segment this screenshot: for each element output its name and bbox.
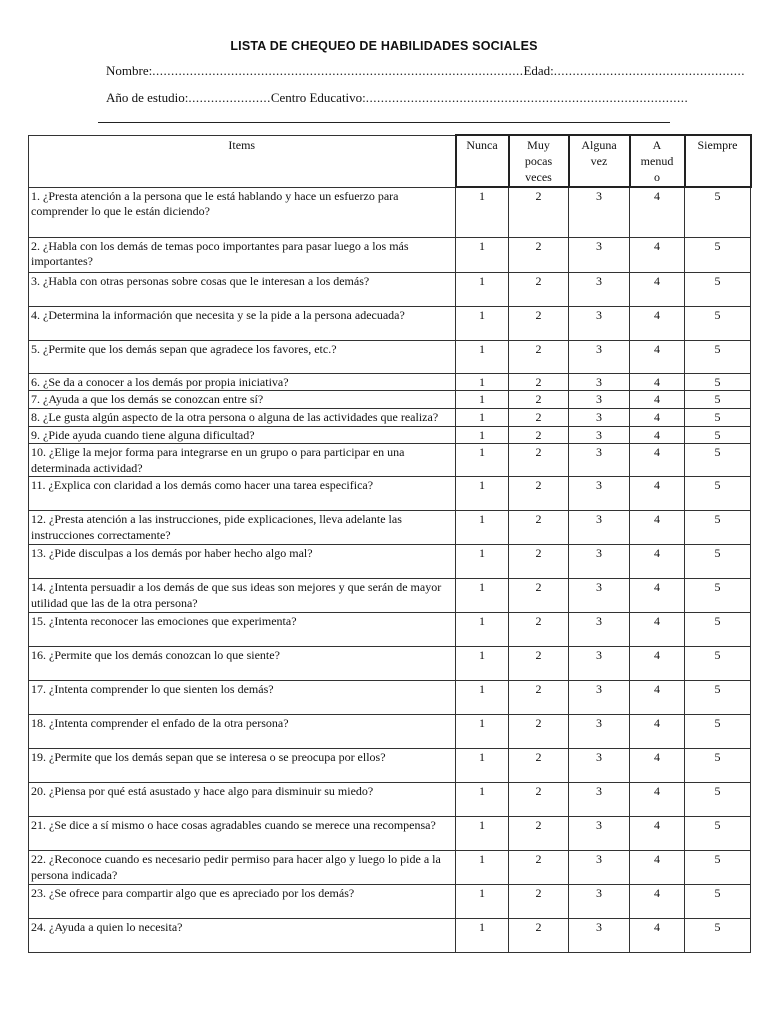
rating-option-4[interactable]: 4 [630, 681, 685, 715]
rating-option-3[interactable]: 3 [569, 749, 630, 783]
table-row [29, 391, 751, 409]
rating-option-2[interactable]: 2 [509, 817, 569, 851]
rating-option-1[interactable]: 1 [456, 681, 509, 715]
rating-option-1[interactable]: 1 [456, 237, 509, 272]
rating-option-5[interactable]: 5 [685, 715, 751, 749]
rating-option-4[interactable]: 4 [630, 749, 685, 783]
header-muy-pocas-line: veces [525, 170, 552, 184]
rating-option-5[interactable]: 5 [685, 373, 751, 391]
rating-option-4[interactable]: 4 [630, 426, 685, 444]
rating-option-3[interactable]: 3 [569, 647, 630, 681]
rating-option-3[interactable]: 3 [569, 373, 630, 391]
table-row [29, 340, 751, 373]
item-text: 11. ¿Explica con claridad a los demás como hacer una tarea especifica? [29, 477, 456, 511]
rating-option-1[interactable]: 1 [456, 477, 509, 511]
rating-option-2[interactable]: 2 [509, 272, 569, 306]
rating-option-3[interactable]: 3 [569, 391, 630, 409]
rating-option-2[interactable]: 2 [509, 477, 569, 511]
rating-option-4[interactable]: 4 [630, 477, 685, 511]
checklist-rows [29, 187, 751, 953]
checklist-table [28, 134, 752, 953]
rating-option-1[interactable]: 1 [456, 187, 509, 237]
table-header-row [29, 135, 751, 187]
header-a-menudo-line: menud [640, 154, 674, 168]
item-text: 9. ¿Pide ayuda cuando tiene alguna dificultad? [29, 426, 456, 444]
rating-option-1[interactable]: 1 [456, 306, 509, 340]
rating-option-4[interactable]: 4 [630, 783, 685, 817]
rating-option-2[interactable]: 2 [509, 885, 569, 919]
rating-option-2[interactable]: 2 [509, 444, 569, 477]
rating-option-2[interactable]: 2 [509, 545, 569, 579]
rating-option-2[interactable]: 2 [509, 391, 569, 409]
item-text: 17. ¿Intenta comprender lo que sienten los demás? [29, 681, 456, 715]
table-row [29, 851, 751, 885]
rating-option-3[interactable]: 3 [569, 545, 630, 579]
header-nunca: Nunca [456, 135, 509, 187]
rating-option-3[interactable]: 3 [569, 340, 630, 373]
rating-option-5[interactable]: 5 [685, 477, 751, 511]
rating-option-1[interactable]: 1 [456, 272, 509, 306]
rating-option-5[interactable]: 5 [685, 545, 751, 579]
rating-option-2[interactable]: 2 [509, 306, 569, 340]
centro-field[interactable]: ...................................................................................... [365, 90, 689, 105]
rating-option-3[interactable]: 3 [569, 783, 630, 817]
rating-option-5[interactable]: 5 [685, 408, 751, 426]
rating-option-5[interactable]: 5 [685, 817, 751, 851]
table-row [29, 749, 751, 783]
rating-option-2[interactable]: 2 [509, 681, 569, 715]
rating-option-3[interactable]: 3 [569, 306, 630, 340]
rating-option-4[interactable]: 4 [630, 306, 685, 340]
rating-option-2[interactable]: 2 [509, 408, 569, 426]
document-title: LISTA DE CHEQUEO DE HABILIDADES SOCIALES [230, 39, 538, 53]
rating-option-5[interactable]: 5 [685, 306, 751, 340]
rating-option-4[interactable]: 4 [630, 579, 685, 613]
header-muy-pocas-line: pocas [524, 154, 553, 168]
rating-option-2[interactable]: 2 [509, 426, 569, 444]
rating-option-1[interactable]: 1 [456, 851, 509, 885]
rating-option-1[interactable]: 1 [456, 391, 509, 409]
rating-option-5[interactable]: 5 [685, 647, 751, 681]
rating-option-3[interactable]: 3 [569, 885, 630, 919]
rating-option-2[interactable]: 2 [509, 187, 569, 237]
rating-option-5[interactable]: 5 [685, 579, 751, 613]
rating-option-5[interactable]: 5 [685, 237, 751, 272]
rating-option-1[interactable]: 1 [456, 426, 509, 444]
anio-label: Año de estudio: [106, 90, 189, 105]
rating-option-1[interactable]: 1 [456, 545, 509, 579]
rating-option-4[interactable]: 4 [630, 851, 685, 885]
rating-option-2[interactable]: 2 [509, 647, 569, 681]
item-text: 23. ¿Se ofrece para compartir algo que es apreciado por los demás? [29, 885, 456, 919]
edad-label: Edad: [523, 63, 554, 78]
rating-option-1[interactable]: 1 [456, 613, 509, 647]
rating-option-1[interactable]: 1 [456, 783, 509, 817]
rating-option-1[interactable]: 1 [456, 444, 509, 477]
header-fields-line-2 [106, 90, 688, 106]
table-row [29, 408, 751, 426]
rating-option-2[interactable]: 2 [509, 919, 569, 953]
item-text: 4. ¿Determina la información que necesita y se la pide a la persona adecuada? [29, 306, 456, 340]
item-text: 22. ¿Reconoce cuando es necesario pedir permiso para hacer algo y luego lo pide a la persona indicada? [29, 851, 456, 885]
rating-option-5[interactable]: 5 [685, 851, 751, 885]
item-text: 12. ¿Presta atención a las instrucciones, pide explicaciones, lleva adelante las instrucciones correctamente? [29, 511, 456, 545]
rating-option-5[interactable]: 5 [685, 885, 751, 919]
item-text: 2. ¿Habla con los demás de temas poco importantes para pasar luego a los más importantes? [29, 237, 456, 272]
rating-option-4[interactable]: 4 [630, 919, 685, 953]
table-row [29, 817, 751, 851]
rating-option-2[interactable]: 2 [509, 749, 569, 783]
rating-option-1[interactable]: 1 [456, 749, 509, 783]
item-text: 6. ¿Se da a conocer a los demás por propia iniciativa? [29, 373, 456, 391]
item-text: 5. ¿Permite que los demás sepan que agradece los favores, etc.? [29, 340, 456, 373]
rating-option-1[interactable]: 1 [456, 817, 509, 851]
rating-option-1[interactable]: 1 [456, 511, 509, 545]
table-row [29, 579, 751, 613]
rating-option-3[interactable]: 3 [569, 187, 630, 237]
table-row [29, 477, 751, 511]
rating-option-2[interactable]: 2 [509, 237, 569, 272]
rating-option-3[interactable]: 3 [569, 919, 630, 953]
header-siempre: Siempre [685, 135, 751, 187]
rating-option-1[interactable]: 1 [456, 647, 509, 681]
rating-option-3[interactable]: 3 [569, 511, 630, 545]
header-fields-line-1 [106, 63, 745, 79]
anio-field[interactable]: ...................... [188, 90, 271, 105]
rating-option-2[interactable]: 2 [509, 511, 569, 545]
rating-option-5[interactable]: 5 [685, 272, 751, 306]
table-row [29, 272, 751, 306]
table-row [29, 647, 751, 681]
rating-option-1[interactable]: 1 [456, 408, 509, 426]
rating-option-3[interactable]: 3 [569, 272, 630, 306]
item-text: 18. ¿Intenta comprender el enfado de la otra persona? [29, 715, 456, 749]
item-text: 24. ¿Ayuda a quien lo necesita? [29, 919, 456, 953]
edad-field[interactable]: ................................................... [553, 63, 746, 78]
rating-option-4[interactable]: 4 [630, 272, 685, 306]
header-muy-pocas-veces [509, 135, 569, 187]
rating-option-4[interactable]: 4 [630, 373, 685, 391]
item-text: 10. ¿Elige la mejor forma para integrarse en un grupo o para participar en una determinada actividad? [29, 444, 456, 477]
item-text: 8. ¿Le gusta algún aspecto de la otra persona o alguna de las actividades que realiza? [29, 408, 456, 426]
rating-option-5[interactable]: 5 [685, 613, 751, 647]
rating-option-3[interactable]: 3 [569, 426, 630, 444]
item-text: 14. ¿Intenta persuadir a los demás de que sus ideas son mejores y que serán de mayor utilidad que las de la otra persona? [29, 579, 456, 613]
rating-option-4[interactable]: 4 [630, 715, 685, 749]
item-text: 1. ¿Presta atención a la persona que le está hablando y hace un esfuerzo para comprender lo que le están diciendo? [29, 187, 456, 237]
rating-option-5[interactable]: 5 [685, 749, 751, 783]
rating-option-4[interactable]: 4 [630, 408, 685, 426]
rating-option-4[interactable]: 4 [630, 511, 685, 545]
rating-option-3[interactable]: 3 [569, 579, 630, 613]
header-alguna-vez-line: Alguna [581, 138, 617, 152]
rating-option-2[interactable]: 2 [509, 340, 569, 373]
rating-option-3[interactable]: 3 [569, 444, 630, 477]
nombre-label: Nombre: [106, 63, 153, 78]
nombre-field[interactable]: ................................................................................................... [152, 63, 524, 78]
table-row [29, 613, 751, 647]
rating-option-2[interactable]: 2 [509, 783, 569, 817]
rating-option-5[interactable]: 5 [685, 681, 751, 715]
rating-option-4[interactable]: 4 [630, 391, 685, 409]
rating-option-5[interactable]: 5 [685, 426, 751, 444]
rating-option-4[interactable]: 4 [630, 545, 685, 579]
rating-option-4[interactable]: 4 [630, 613, 685, 647]
rating-option-4[interactable]: 4 [630, 340, 685, 373]
rating-option-3[interactable]: 3 [569, 851, 630, 885]
rating-option-3[interactable]: 3 [569, 681, 630, 715]
header-a-menudo-line: A [652, 138, 662, 152]
table-row [29, 444, 751, 477]
rating-option-5[interactable]: 5 [685, 391, 751, 409]
item-text: 7. ¿Ayuda a que los demás se conozcan entre sí? [29, 391, 456, 409]
header-muy-pocas-line: Muy [527, 138, 550, 152]
item-text: 21. ¿Se dice a sí mismo o hace cosas agradables cuando se merece una recompensa? [29, 817, 456, 851]
header-divider [98, 122, 670, 123]
rating-option-5[interactable]: 5 [685, 444, 751, 477]
rating-option-3[interactable]: 3 [569, 817, 630, 851]
rating-option-3[interactable]: 3 [569, 715, 630, 749]
rating-option-3[interactable]: 3 [569, 477, 630, 511]
rating-option-5[interactable]: 5 [685, 187, 751, 237]
table-row [29, 885, 751, 919]
item-text: 19. ¿Permite que los demás sepan que se interesa o se preocupa por ellos? [29, 749, 456, 783]
rating-option-5[interactable]: 5 [685, 511, 751, 545]
item-text: 16. ¿Permite que los demás conozcan lo que siente? [29, 647, 456, 681]
rating-option-2[interactable]: 2 [509, 613, 569, 647]
rating-option-5[interactable]: 5 [685, 919, 751, 953]
rating-option-2[interactable]: 2 [509, 373, 569, 391]
header-a-menudo [630, 135, 685, 187]
item-text: 13. ¿Pide disculpas a los demás por haber hecho algo mal? [29, 545, 456, 579]
header-alguna-vez [569, 135, 630, 187]
table-row [29, 919, 751, 953]
item-text: 15. ¿Intenta reconocer las emociones que experimenta? [29, 613, 456, 647]
rating-option-1[interactable]: 1 [456, 373, 509, 391]
table-row [29, 715, 751, 749]
item-text: 3. ¿Habla con otras personas sobre cosas que le interesan a los demás? [29, 272, 456, 306]
header-a-menudo-line: o [654, 170, 660, 184]
rating-option-4[interactable]: 4 [630, 187, 685, 237]
rating-option-3[interactable]: 3 [569, 613, 630, 647]
rating-option-1[interactable]: 1 [456, 919, 509, 953]
rating-option-1[interactable]: 1 [456, 579, 509, 613]
rating-option-5[interactable]: 5 [685, 783, 751, 817]
rating-option-1[interactable]: 1 [456, 715, 509, 749]
rating-option-2[interactable]: 2 [509, 715, 569, 749]
header-items: Items [29, 135, 456, 187]
rating-option-4[interactable]: 4 [630, 237, 685, 272]
rating-option-4[interactable]: 4 [630, 647, 685, 681]
rating-option-4[interactable]: 4 [630, 885, 685, 919]
rating-option-5[interactable]: 5 [685, 340, 751, 373]
table-row [29, 373, 751, 391]
table-row [29, 511, 751, 545]
table-row [29, 783, 751, 817]
centro-label: Centro Educativo: [270, 90, 366, 105]
table-row [29, 237, 751, 272]
table-row [29, 187, 751, 237]
rating-option-2[interactable]: 2 [509, 579, 569, 613]
rating-option-3[interactable]: 3 [569, 408, 630, 426]
rating-option-4[interactable]: 4 [630, 444, 685, 477]
rating-option-1[interactable]: 1 [456, 340, 509, 373]
header-alguna-vez-line: vez [590, 154, 608, 168]
table-row [29, 306, 751, 340]
table-row [29, 545, 751, 579]
table-row [29, 426, 751, 444]
rating-option-4[interactable]: 4 [630, 817, 685, 851]
item-text: 20. ¿Piensa por qué está asustado y hace algo para disminuir su miedo? [29, 783, 456, 817]
table-row [29, 681, 751, 715]
rating-option-1[interactable]: 1 [456, 885, 509, 919]
rating-option-3[interactable]: 3 [569, 237, 630, 272]
rating-option-2[interactable]: 2 [509, 851, 569, 885]
